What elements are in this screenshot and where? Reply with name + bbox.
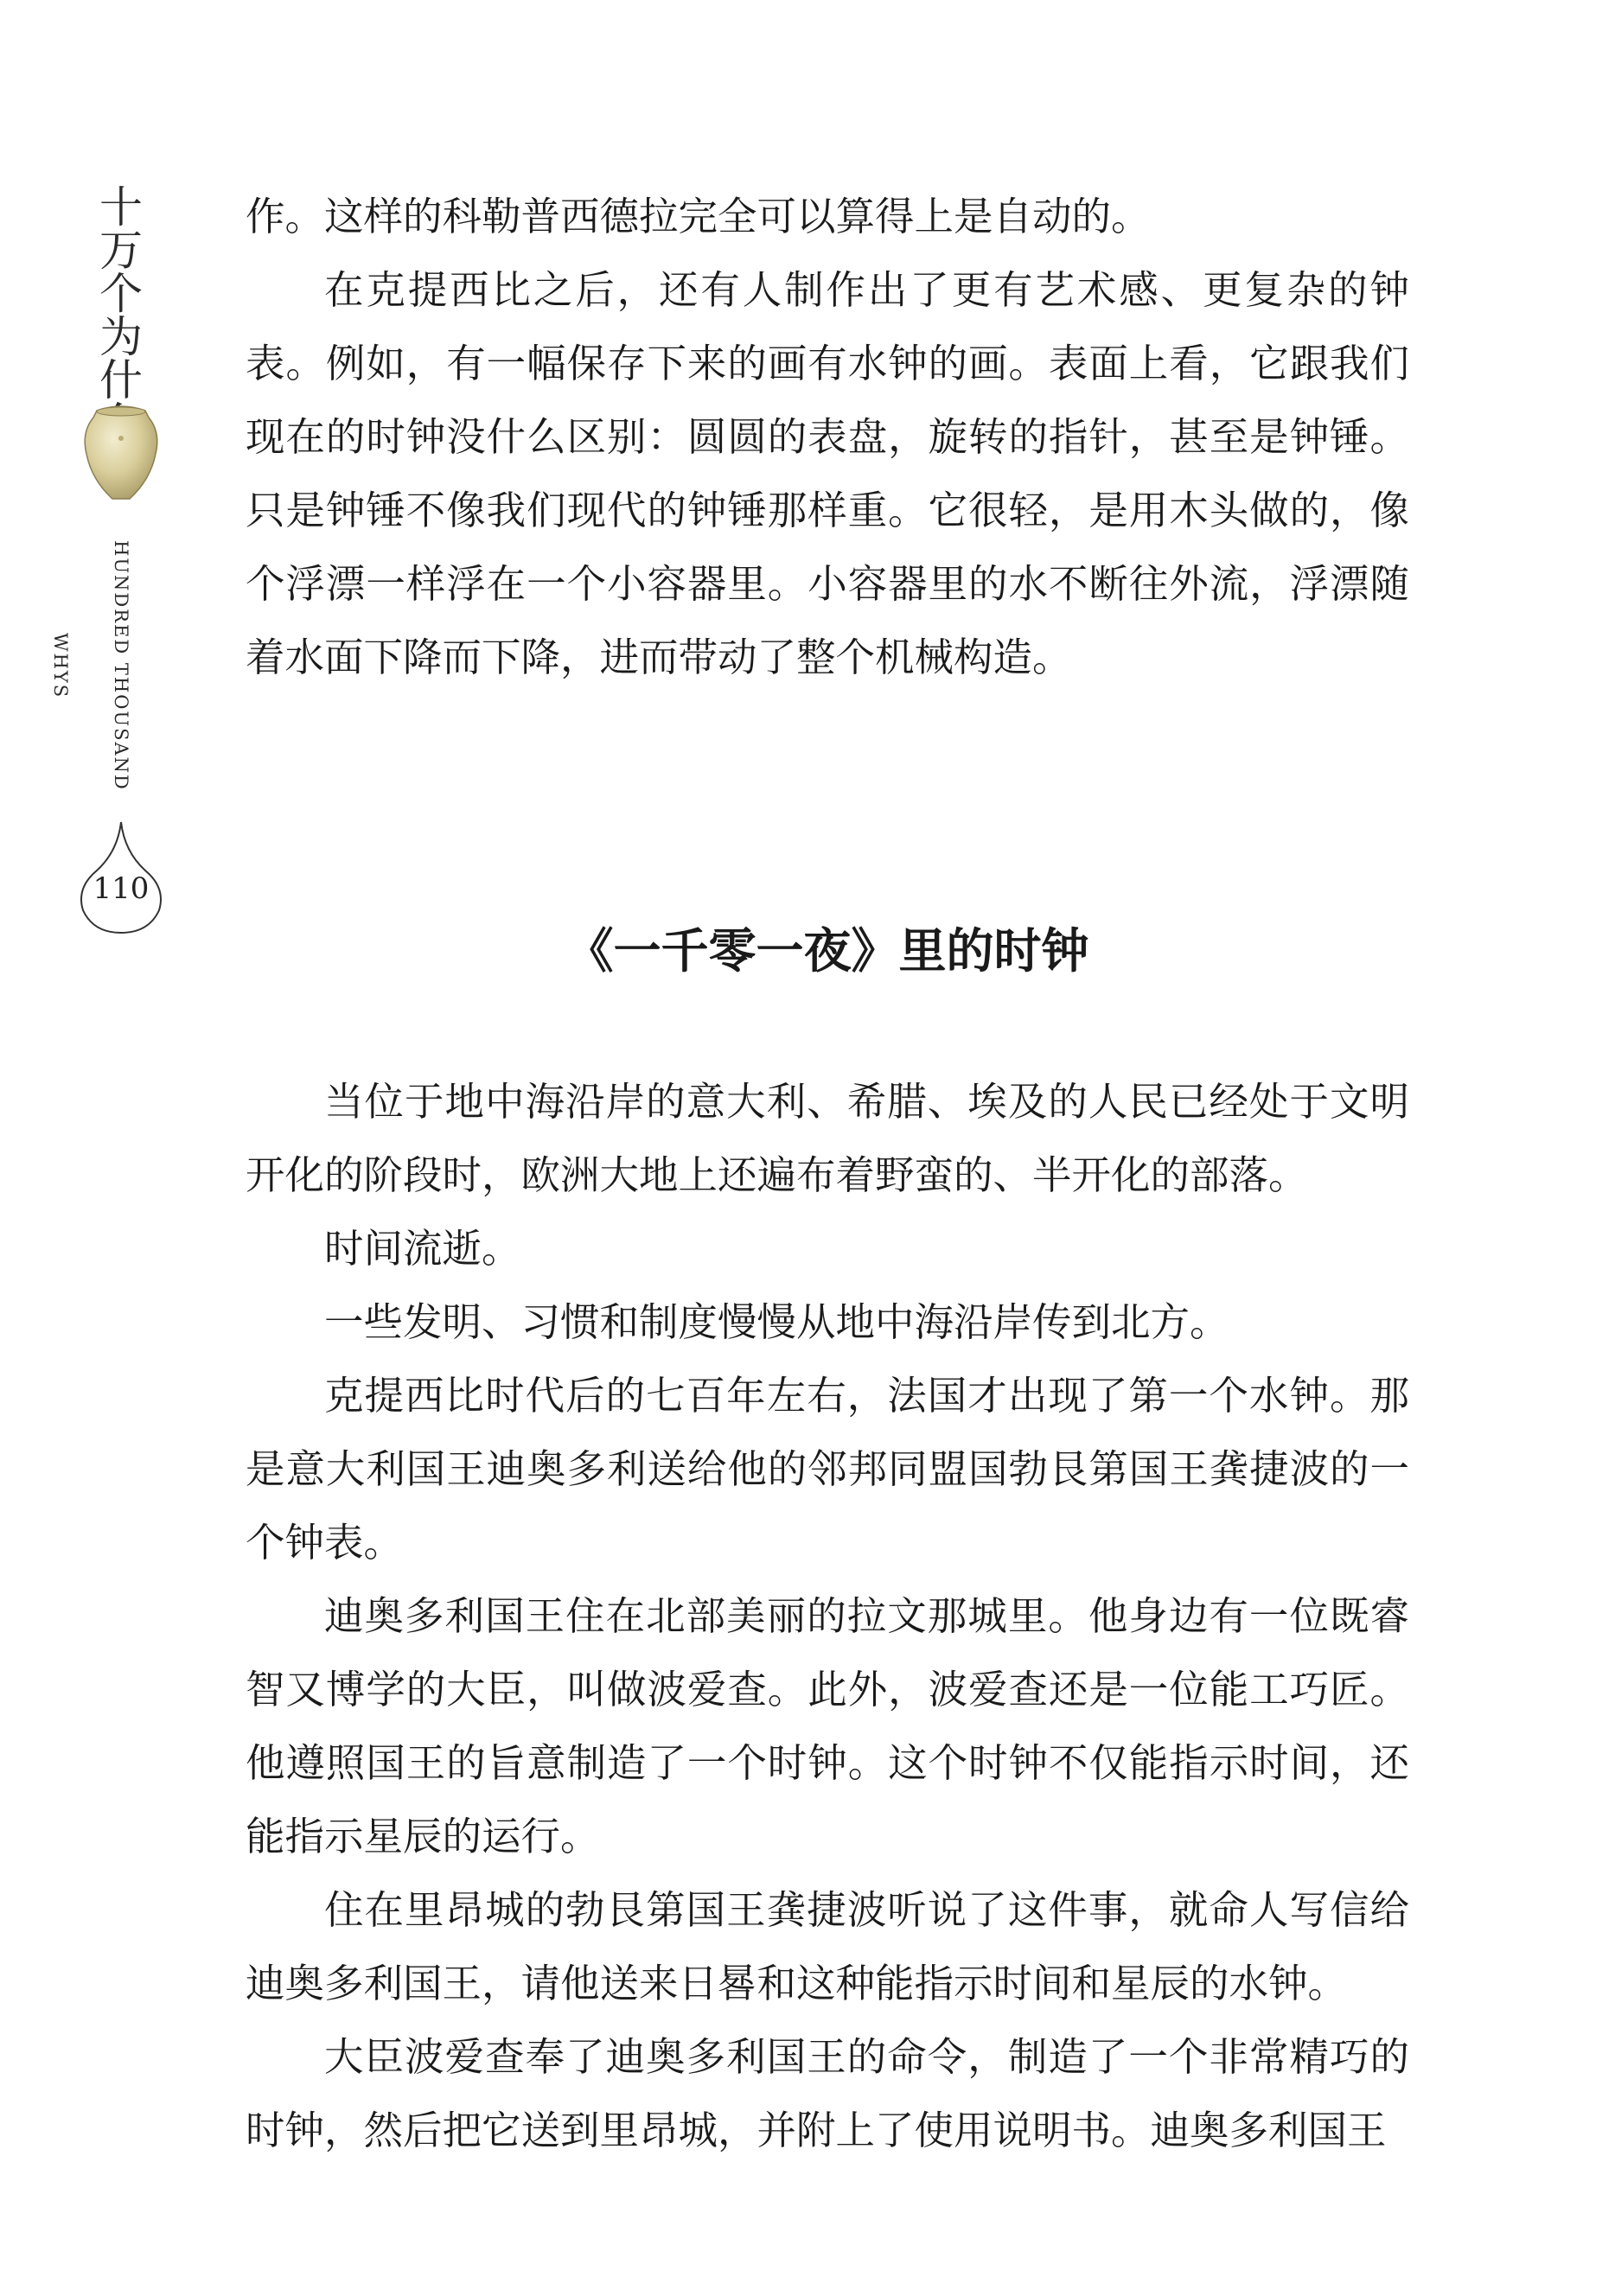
paragraph: 住在里昂城的勃艮第国王龚捷波听说了这件事，就命人写信给迪奥多利国王，请他送来日晷和这种能指示时间和星辰的水钟。 [246, 1887, 1409, 2006]
series-title-char: 为 [99, 312, 143, 362]
paragraph: 大臣波爱查奉了迪奥多利国王的命令，制造了一个非常精巧的时钟，然后把它送到里昂城，并附上了使用说明书。迪奥多利国王 [246, 2034, 1409, 2153]
paragraph: 作。这样的科勒普西德拉完全可以算得上是自动的。 [246, 194, 1151, 239]
series-title-char: 个 [99, 269, 143, 319]
body-text-top [246, 180, 1409, 694]
english-series-title: HUNDRED THOUSAND WHYS [50, 540, 131, 791]
paragraph: 在克提西比之后，还有人制作出了更有艺术感、更复杂的钟表。例如，有一幅保存下来的画有水钟的画。表面上看，它跟我们现在的时钟没什么区别：圆圆的表盘，旋转的指针，甚至是钟锤。只是钟锤不像我们现代的钟锤那样重。它很轻，是用木头做的，像个浮漂一样浮在一个小容器里。小容器里的水不断往外流，浮漂随着水面下降而下降，进而带动了整个机械构造。 [246, 267, 1409, 680]
series-title-char: 什 [99, 355, 143, 405]
series-title-char: 万 [99, 226, 143, 276]
paragraph: 迪奥多利国王住在北部美丽的拉文那城里。他身边有一位既睿智又博学的大臣，叫做波爱查。此外，波爱查还是一位能工巧匠。他遵照国王的旨意制造了一个时钟。这个时钟不仅能指示时间，还能指示星辰的运行。 [246, 1593, 1409, 1859]
paragraph: 时间流逝。 [324, 1226, 521, 1272]
sidebar [52, 0, 182, 968]
paragraph: 克提西比时代后的七百年左右，法国才出现了第一个水钟。那是意大利国王迪奥多利送给他的邻邦同盟国勃艮第国王龚捷波的一个钟表。 [246, 1373, 1409, 1566]
page-number: 110 [93, 871, 150, 906]
paragraph: 当位于地中海沿岸的意大利、希腊、埃及的人民已经处于文明开化的阶段时，欧洲大地上还遍布着野蛮的、半开化的部落。 [246, 1079, 1409, 1198]
paragraph: 一些发明、习惯和制度慢慢从地中海沿岸传到北方。 [324, 1299, 1229, 1345]
section-title: 《一千零一夜》里的时钟 [565, 923, 1089, 979]
series-title-char: 十 [99, 182, 143, 233]
pottery-vase-icon [78, 402, 164, 506]
body-text-section [246, 1065, 1409, 2167]
